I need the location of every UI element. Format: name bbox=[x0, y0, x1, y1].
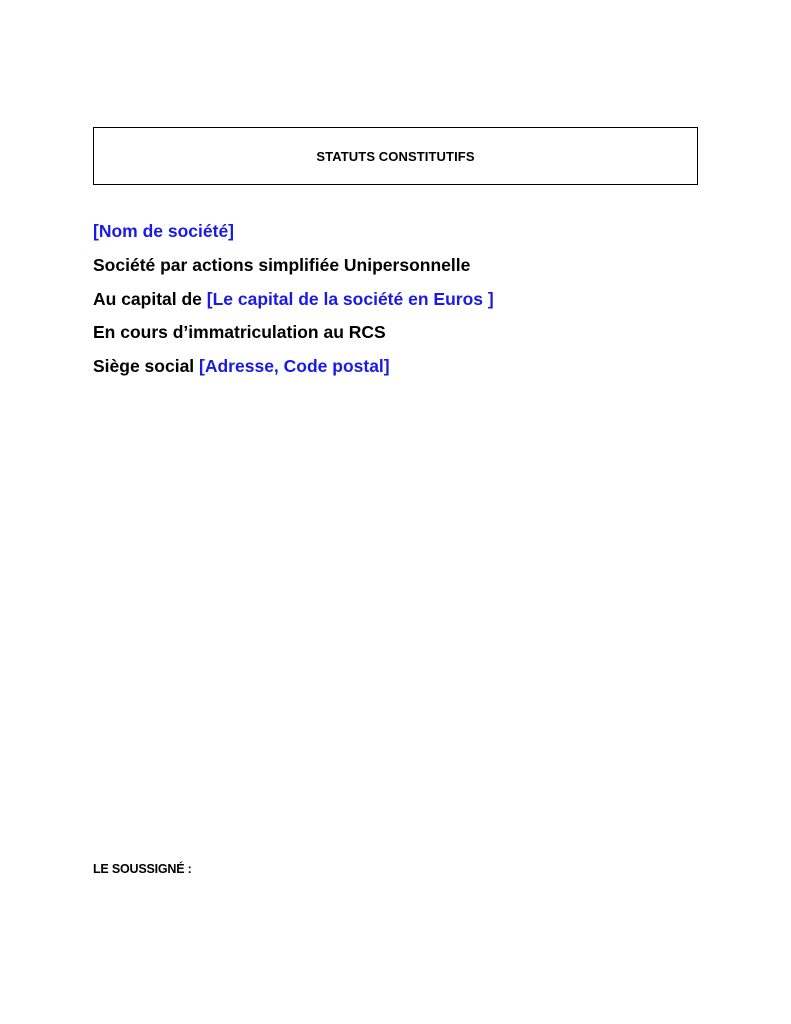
capital-placeholder: [Le capital de la société en Euros ] bbox=[206, 289, 494, 309]
title-box bbox=[93, 127, 698, 185]
office-line bbox=[93, 356, 390, 376]
capital-prefix: Au capital de bbox=[93, 289, 207, 309]
office-prefix: Siège social bbox=[93, 356, 200, 376]
capital-line bbox=[93, 289, 494, 309]
company-form-line bbox=[93, 255, 470, 275]
document-title: STATUTS CONSTITUTIFS bbox=[316, 148, 475, 164]
company-name-placeholder: [Nom de société] bbox=[93, 221, 234, 241]
office-placeholder: [Adresse, Code postal] bbox=[199, 356, 390, 376]
registration-text: En cours d’immatriculation au RCS bbox=[93, 322, 386, 342]
registration-line bbox=[93, 322, 386, 342]
company-form-text: Société par actions simplifiée Unipersonnelle bbox=[93, 255, 471, 275]
signatory-heading: LE SOUSSIGNÉ : bbox=[93, 862, 192, 876]
company-name-line bbox=[93, 221, 234, 241]
